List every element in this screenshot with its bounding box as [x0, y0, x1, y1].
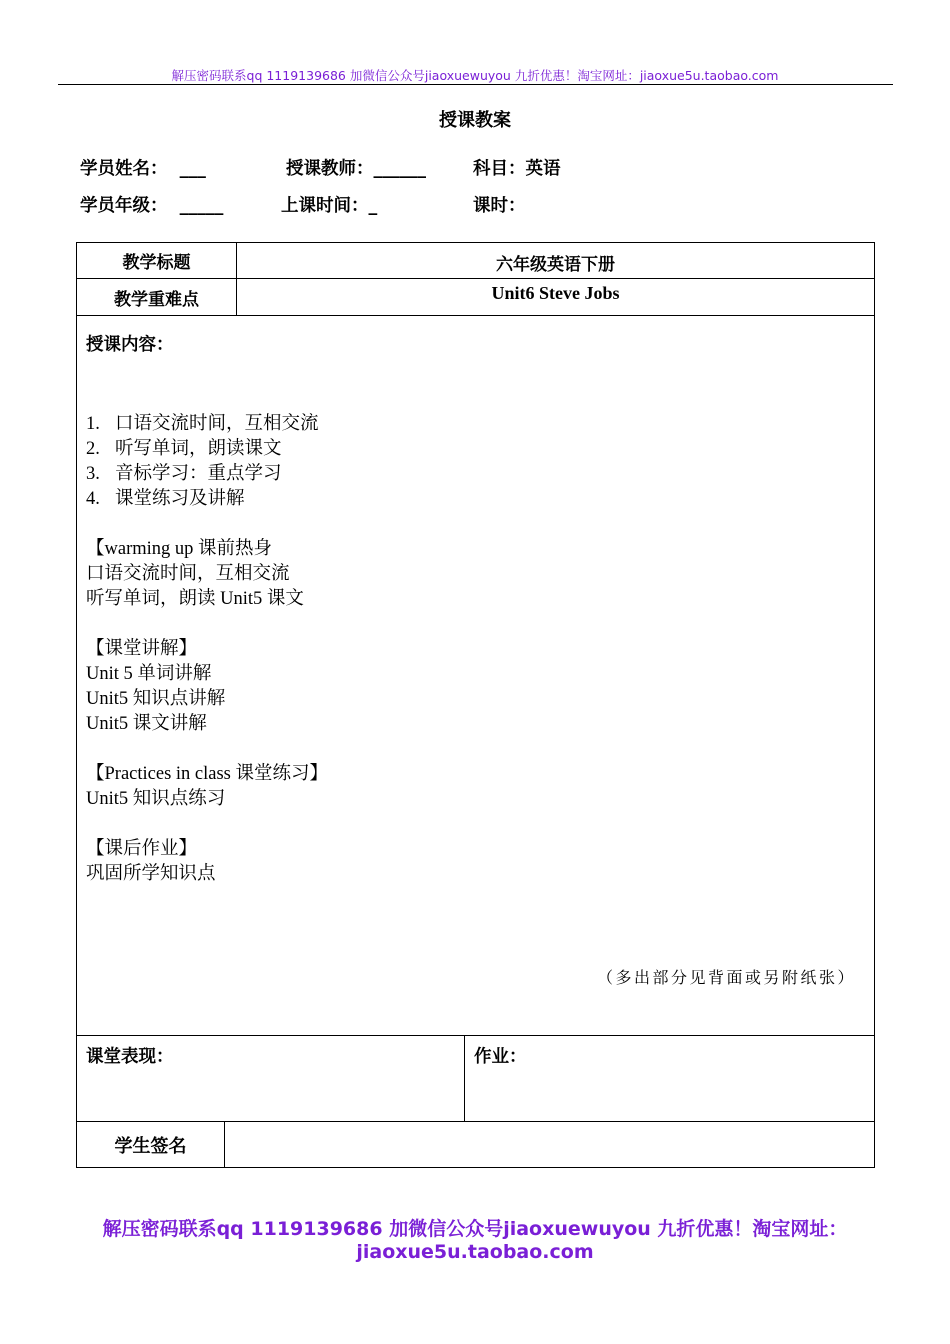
focus-value: Unit6 Steve Jobs — [237, 279, 875, 316]
performance-cell — [77, 1036, 465, 1122]
blank-line — [86, 737, 328, 762]
evaluation-row — [77, 1036, 875, 1122]
signature-row — [77, 1122, 875, 1168]
topic-row — [77, 243, 875, 279]
teacher-field: 授课教师：______ — [286, 159, 426, 179]
content-row — [77, 316, 875, 1036]
topic-value: 六年级英语下册 — [237, 243, 875, 279]
footer-watermark-note — [0, 1218, 950, 1264]
homework-label: 作业： — [474, 1047, 527, 1067]
section-line: Unit5 知识点讲解 — [86, 689, 226, 709]
numbered-item — [86, 487, 328, 512]
section-line: 口语交流时间，互相交流 — [86, 564, 290, 584]
item-number: 3. — [86, 464, 100, 484]
item-number: 1. — [86, 414, 100, 434]
footer-line-2: jiaoxue5u.taobao.com — [356, 1241, 594, 1263]
blank-line — [86, 612, 328, 637]
section-heading: 【课后作业】 — [86, 839, 198, 859]
signature-label: 学生签名 — [77, 1122, 225, 1168]
blank-line — [86, 512, 328, 537]
subject-field: 科目：英语 — [473, 159, 561, 179]
item-text: 口语交流时间，互相交流 — [115, 414, 319, 434]
section-heading: 【warming up 课前热身 — [86, 539, 273, 559]
section-line: Unit5 知识点练习 — [86, 789, 226, 809]
blank-line — [86, 812, 328, 837]
student-name-field: 学员姓名： ___ — [80, 159, 206, 179]
section-line: Unit5 课文讲解 — [86, 714, 207, 734]
content-body — [86, 412, 328, 887]
student-grade-field: 学员年级： _____ — [80, 196, 224, 216]
numbered-item — [86, 437, 328, 462]
item-text: 音标学习：重点学习 — [115, 464, 282, 484]
focus-row — [77, 279, 875, 316]
footer-line-1: 解压密码联系qq 1119139686 加微信公众号jiaoxuewuyou 九折优惠！淘宝网址： — [102, 1218, 848, 1240]
numbered-item — [86, 462, 328, 487]
section-heading: 【课堂讲解】 — [86, 639, 198, 659]
document-title: 授课教案 — [439, 110, 511, 131]
section-heading: 【Practices in class 课堂练习】 — [86, 764, 329, 784]
homework-cell — [465, 1036, 875, 1122]
header-divider — [58, 84, 893, 85]
section-line: Unit 5 单词讲解 — [86, 664, 212, 684]
item-text: 课堂练习及讲解 — [115, 489, 245, 509]
numbered-item — [86, 412, 328, 437]
item-number: 2. — [86, 439, 100, 459]
section-line: 听写单词，朗读 Unit5 课文 — [86, 589, 304, 609]
topic-label: 教学标题 — [77, 243, 237, 279]
section-line: 巩固所学知识点 — [86, 864, 216, 884]
signature-field[interactable] — [225, 1122, 875, 1168]
header-watermark-note: 解压密码联系qq 1119139686 加微信公众号jiaoxuewuyou 九折优惠！淘宝网址：jiaoxue5u.taobao.com — [171, 68, 779, 83]
extra-pages-note: （多出部分见背面或另附纸张） — [596, 968, 856, 987]
class-hours-field: 课时： — [473, 196, 526, 216]
focus-label: 教学重难点 — [77, 279, 237, 316]
content-cell — [77, 316, 875, 1036]
item-number: 4. — [86, 489, 100, 509]
content-label: 授课内容： — [86, 335, 174, 355]
lesson-plan-table — [76, 242, 875, 1168]
performance-label: 课堂表现： — [86, 1047, 174, 1067]
item-text: 听写单词，朗读课文 — [115, 439, 282, 459]
class-time-field: 上课时间：_ — [281, 196, 378, 216]
